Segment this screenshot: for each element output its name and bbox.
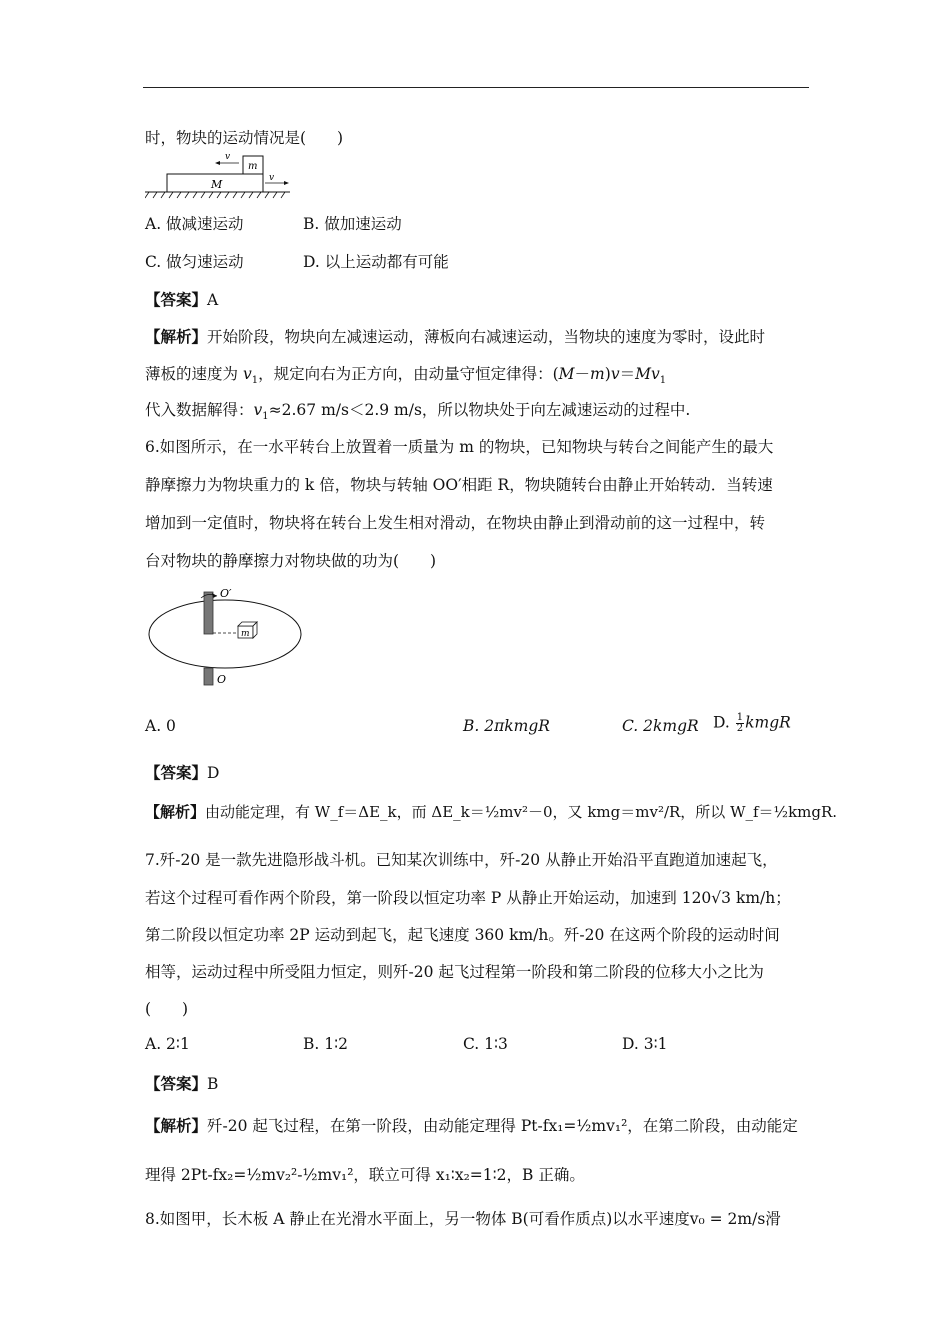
q6-answer: 【答案】D — [145, 763, 220, 782]
q6-line-3: 增加到一定值时，物块将在转台上发生相对滑动，在物块由静止到滑动前的这一过程中，转 — [145, 514, 766, 532]
q6-analysis: 【解析】由动能定理，有 W_f＝ΔE_k，而 ΔE_k＝½mv²－0，又 kmg＝mv²/R，所以 W_f＝½kmgR. — [145, 803, 838, 821]
q7-line-3: 第二阶段以恒定功率 2P 运动到起飞，起飞速度 360 km/h。歼-20 在这两个阶段的运动时间 — [145, 926, 780, 944]
q7-option-c: C. 1∶3 — [463, 1035, 508, 1053]
q7-option-d: D. 3∶1 — [622, 1035, 668, 1053]
q6-line-2: 静摩擦力为物块重力的 k 倍，物块与转轴 OO′相距 R，物块随转台由静止开始转动．当转速 — [145, 476, 773, 494]
q6-option-b: B. 2πkmgR — [463, 717, 550, 735]
q6-figure — [145, 584, 305, 690]
q7-line-4: 相等，运动过程中所受阻力恒定，则歼-20 起飞过程第一阶段和第二阶段的位移大小之比为 — [145, 963, 764, 981]
label-O-bottom: O — [217, 673, 227, 686]
label-m: m — [248, 161, 258, 172]
turntable — [149, 600, 301, 668]
q5-analysis-1: 【解析】开始阶段，物块向左减速运动，薄板向右减速运动，当物块的速度为零时，设此时 — [145, 327, 766, 346]
q5-analysis-2: 薄板的速度为 $v_1$，规定向右为正方向，由动量守恒定律得：$(M-m)v=Mv_1$ — [145, 365, 667, 387]
q5-option-c: C. 做匀速运动 — [145, 253, 244, 271]
label-v-block: v — [225, 152, 231, 162]
q5-option-b: B. 做加速运动 — [303, 215, 402, 233]
q5-option-a: A. 做减速运动 — [145, 215, 244, 233]
q7-analysis-1: 【解析】歼-20 起飞过程，在第一阶段，由动能定理得 Pt-fx₁=½mv₁²，在第二阶段，由动能定 — [145, 1116, 798, 1135]
q7-option-a: A. 2∶1 — [145, 1035, 190, 1053]
q5-stem: 时，物块的运动情况是( ) — [145, 129, 344, 147]
axis-lower — [204, 668, 213, 685]
header-rule — [143, 87, 809, 88]
q6-option-d: D. $\frac{1}{2}$ kmgR — [713, 712, 791, 734]
q5-figure — [145, 150, 295, 200]
q5-answer: 【答案】A — [145, 290, 219, 309]
q7-line-2: 若这个过程可看作两个阶段，第一阶段以恒定功率 P 从静止开始运动，加速到 120√3 km/h； — [145, 889, 791, 907]
axis-upper — [204, 592, 213, 634]
q7-line-1: 7.歼-20 是一款先进隐形战斗机。已知某次训练中，歼-20 从静止开始沿平直跑道加速起飞， — [145, 851, 778, 869]
label-O-top: O′ — [220, 587, 232, 600]
label-M: M — [211, 178, 223, 191]
q5-option-d: D. 以上运动都有可能 — [303, 253, 449, 271]
q6-option-a: A. 0 — [145, 717, 176, 735]
q7-answer: 【答案】B — [145, 1074, 219, 1093]
label-m: m — [241, 629, 250, 639]
q7-analysis-2: 理得 2Pt-fx₂=½mv₂²-½mv₁²，联立可得 x₁∶x₂=1∶2，B 正确。 — [145, 1166, 585, 1184]
label-v-board: v — [269, 173, 275, 183]
q6-option-c: C. 2kmgR — [622, 717, 699, 735]
q6-line-4: 台对物块的静摩擦力对物块做的功为( ) — [145, 552, 437, 570]
q5-analysis-3: 代入数据解得：$v_1\approx 2.67$ m/s＜2.9 m/s，所以物块处于向左减速运动的过程中. — [145, 401, 691, 423]
q7-line-5: ( ) — [145, 1000, 189, 1018]
q6-line-1: 6.如图所示，在一水平转台上放置着一质量为 m 的物块，已知物块与转台之间能产生的最大 — [145, 438, 774, 456]
q8-line-1: 8.如图甲，长木板 A 静止在光滑水平面上，另一物体 B(可看作质点)以水平速度v₀ = 2m/s滑 — [145, 1210, 781, 1228]
q7-option-b: B. 1∶2 — [303, 1035, 349, 1053]
